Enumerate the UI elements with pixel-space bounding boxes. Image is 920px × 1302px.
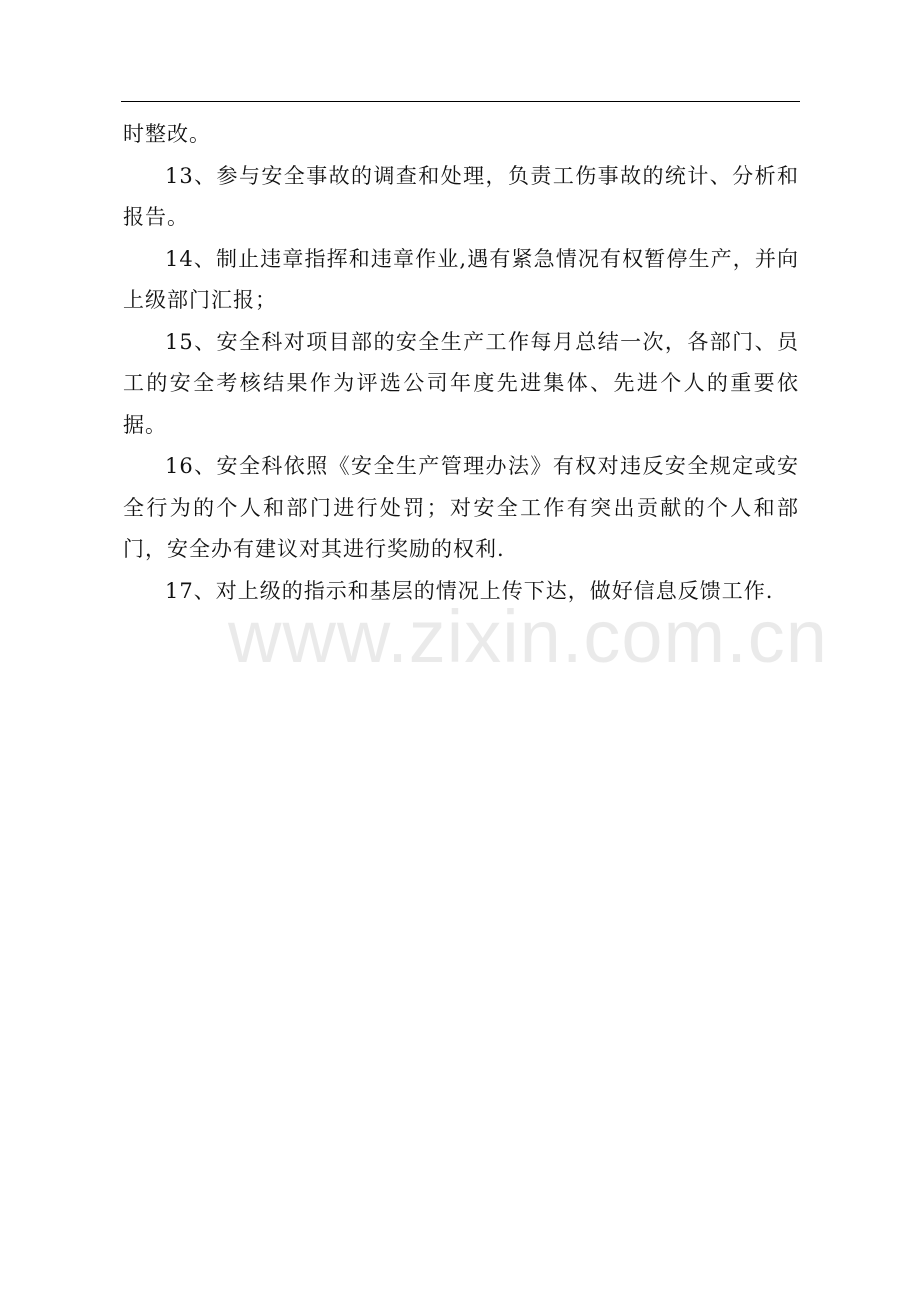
header-rule [121,101,800,102]
paragraph-item-16: 16、安全科依照《安全生产管理办法》有权对违反安全规定或安全行为的个人和部门进行处罚；对安全工作有突出贡献的个人和部门，安全办有建议对其进行奖励的权利. [123,454,799,561]
document-body [123,114,799,612]
watermark-text: www.zixin.com.cn [228,595,828,678]
paragraph-item-14: 14、制止违章指挥和违章作业,遇有紧急情况有权暂停生产，并向上级部门汇报； [123,246,799,312]
paragraph-item-15: 15、安全科对项目部的安全生产工作每月总结一次，各部门、员工的安全考核结果作为评选公司年度先进集体、先进个人的重要依据。 [123,329,799,437]
paragraph-item-13: 13、参与安全事故的调查和处理，负责工伤事故的统计、分析和报告。 [123,163,799,229]
paragraph-continuation: 时整改。 [123,122,211,146]
paragraph-item-17: 17、对上级的指示和基层的情况上传下达，做好信息反馈工作. [165,578,774,603]
